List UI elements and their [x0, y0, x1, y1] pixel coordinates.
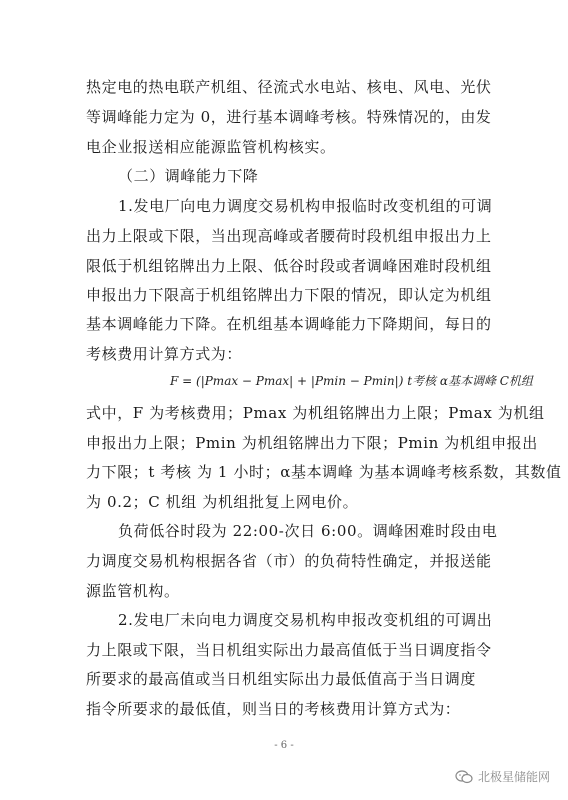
text-line: 式中，F 为考核费用；Pmax 为机组铭牌出力上限；Pmax 为机组 [86, 404, 545, 422]
text-line: 申报出力下限高于机组铭牌出力下限的情况，即认定为机组 [86, 286, 492, 304]
text-line: 为 0.2；C 机组 为机组批复上网电价。 [86, 493, 359, 511]
text-line: 热定电的热电联产机组、径流式水电站、核电、风电、光伏 [86, 78, 492, 96]
text-line: 出力上限或下限，当出现高峰或者腰荷时段机组申报出力上 [86, 227, 492, 245]
text-line: 1.发电厂向电力调度交易机构申报临时改变机组的可调 [118, 197, 493, 215]
text-line: 源监管机构。 [86, 582, 180, 600]
wechat-icon [455, 770, 473, 784]
watermark-text: 北极星储能网 [477, 770, 550, 784]
text-line: 电企业报送相应能源监管机构核实。 [86, 138, 336, 156]
text-line: 等调峰能力定为 0，进行基本调峰考核。特殊情况的，由发 [86, 108, 492, 126]
text-line: 力调度交易机构根据各省（市）的负荷特性确定，并报送能 [86, 552, 492, 570]
text-line: 负荷低谷时段为 22:00-次日 6:00。调峰困难时段由电 [118, 522, 498, 540]
text-line: 力下限；t 考核 为 1 小时；α基本调峰 为基本调峰考核系数，其数值 [86, 463, 562, 481]
text-line: 指令所要求的最低值，则当日的考核费用计算方式为： [86, 700, 461, 718]
text-line: 基本调峰能力下降。在机组基本调峰能力下降期间，每日的 [86, 315, 492, 333]
text-line: 2.发电厂未向电力调度交易机构申报改变机组的可调出 [118, 611, 493, 629]
text-line: 所要求的最高值或当日机组实际出力最低值高于当日调度 [86, 670, 477, 688]
text-line: 限低于机组铭牌出力上限、低谷时段或者调峰困难时段机组 [86, 257, 492, 275]
text-line: 考核费用计算方式为： [86, 345, 243, 363]
text-line: 力上限或下限，当日机组实际出力最高值低于当日调度指令 [86, 641, 492, 659]
formula: F = (|Pmax − Pmax| + |Pmin − Pmin|) t考核 α基本调峰 C机组 [170, 374, 533, 388]
section-heading: （二）调峰能力下降 [118, 167, 259, 185]
watermark [455, 768, 550, 785]
text-line: 申报出力上限；Pmin 为机组铭牌出力下限；Pmin 为机组申报出 [86, 434, 538, 452]
page-number: - 6 - [274, 740, 294, 751]
